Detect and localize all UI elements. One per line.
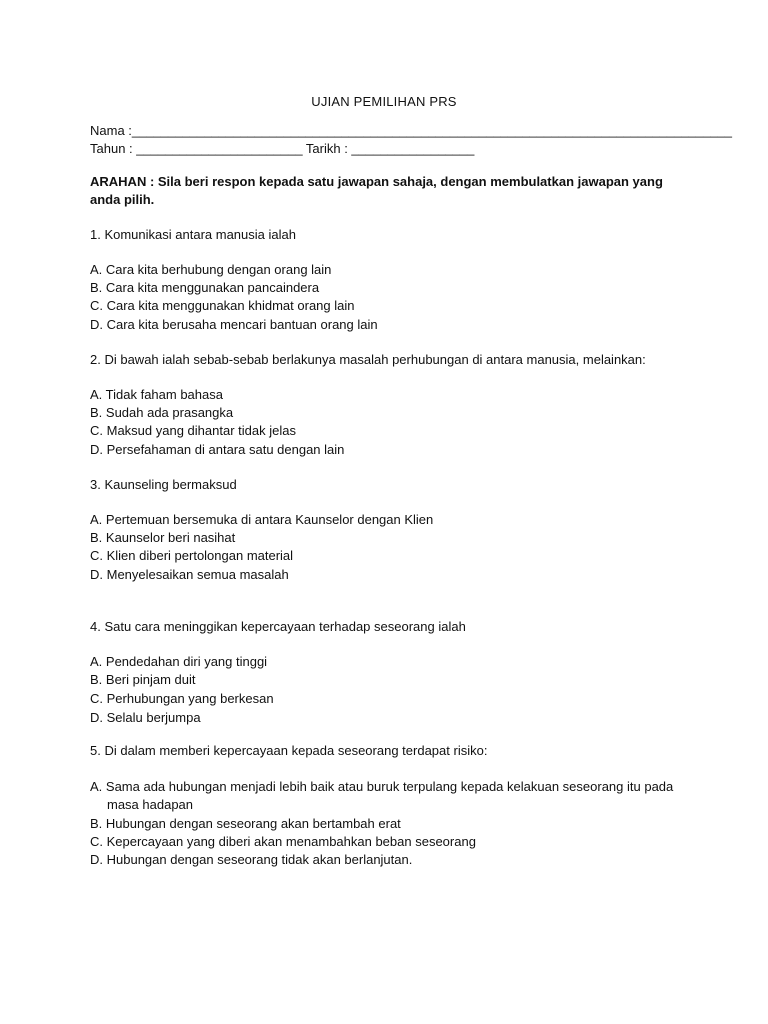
instruction: ARAHAN : Sila beri respon kepada satu jawapan sahaja, dengan membulatkan jawapan yang anda pilih. <box>90 174 663 207</box>
question-4: 4. Satu cara meninggikan kepercayaan terhadap seseorang ialah <box>90 619 466 634</box>
question-3-option-c[interactable]: C. Klien diberi pertolongan material <box>90 548 294 563</box>
question-3: 3. Kaunseling bermaksud <box>90 477 237 492</box>
question-4-option-b[interactable]: B. Beri pinjam duit <box>90 672 196 687</box>
question-1-option-c[interactable]: C. Cara kita menggunakan khidmat orang lain <box>90 298 355 313</box>
question-2-option-a[interactable]: A. Tidak faham bahasa <box>90 387 223 402</box>
question-5: 5. Di dalam memberi kepercayaan kepada seseorang terdapat risiko: <box>90 743 488 758</box>
question-2: 2. Di bawah ialah sebab-sebab berlakunya masalah perhubungan di antara manusia, melainkan: <box>90 352 646 367</box>
question-5-option-d[interactable]: D. Hubungan dengan seseorang tidak akan berlanjutan. <box>90 852 413 867</box>
question-3-option-b[interactable]: B. Kaunselor beri nasihat <box>90 530 236 545</box>
question-5-option-a[interactable]: A. Sama ada hubungan menjadi lebih baik atau buruk terpulang kepada kelakuan seseorang itu pada <box>90 779 674 794</box>
question-3-option-a[interactable]: A. Pertemuan bersemuka di antara Kaunselor dengan Klien <box>90 512 434 527</box>
question-1: 1. Komunikasi antara manusia ialah <box>90 227 296 242</box>
question-4-option-c[interactable]: C. Perhubungan yang berkesan <box>90 691 274 706</box>
question-2-option-c[interactable]: C. Maksud yang dihantar tidak jelas <box>90 423 296 438</box>
question-5-option-b[interactable]: B. Hubungan dengan seseorang akan bertambah erat <box>90 816 401 831</box>
question-3-option-d[interactable]: D. Menyelesaikan semua masalah <box>90 567 289 582</box>
year-date-field[interactable]: Tahun : _______________________ Tarikh : _________________ <box>90 141 475 156</box>
question-4-option-a[interactable]: A. Pendedahan diri yang tinggi <box>90 654 268 669</box>
exam-title: UJIAN PEMILIHAN PRS <box>311 94 457 109</box>
question-5-option-c[interactable]: C. Kepercayaan yang diberi akan menambahkan beban seseorang <box>90 834 476 849</box>
question-5-option-a-continuation: masa hadapan <box>107 797 194 812</box>
name-field[interactable]: Nama :___________________________________________________________________________________ <box>90 123 732 138</box>
question-4-option-d[interactable]: D. Selalu berjumpa <box>90 710 201 725</box>
question-1-option-d[interactable]: D. Cara kita berusaha mencari bantuan orang lain <box>90 317 378 332</box>
question-1-option-b[interactable]: B. Cara kita menggunakan pancaindera <box>90 280 320 295</box>
question-1-option-a[interactable]: A. Cara kita berhubung dengan orang lain <box>90 262 332 277</box>
question-2-option-d[interactable]: D. Persefahaman di antara satu dengan lain <box>90 442 345 457</box>
question-2-option-b[interactable]: B. Sudah ada prasangka <box>90 405 234 420</box>
